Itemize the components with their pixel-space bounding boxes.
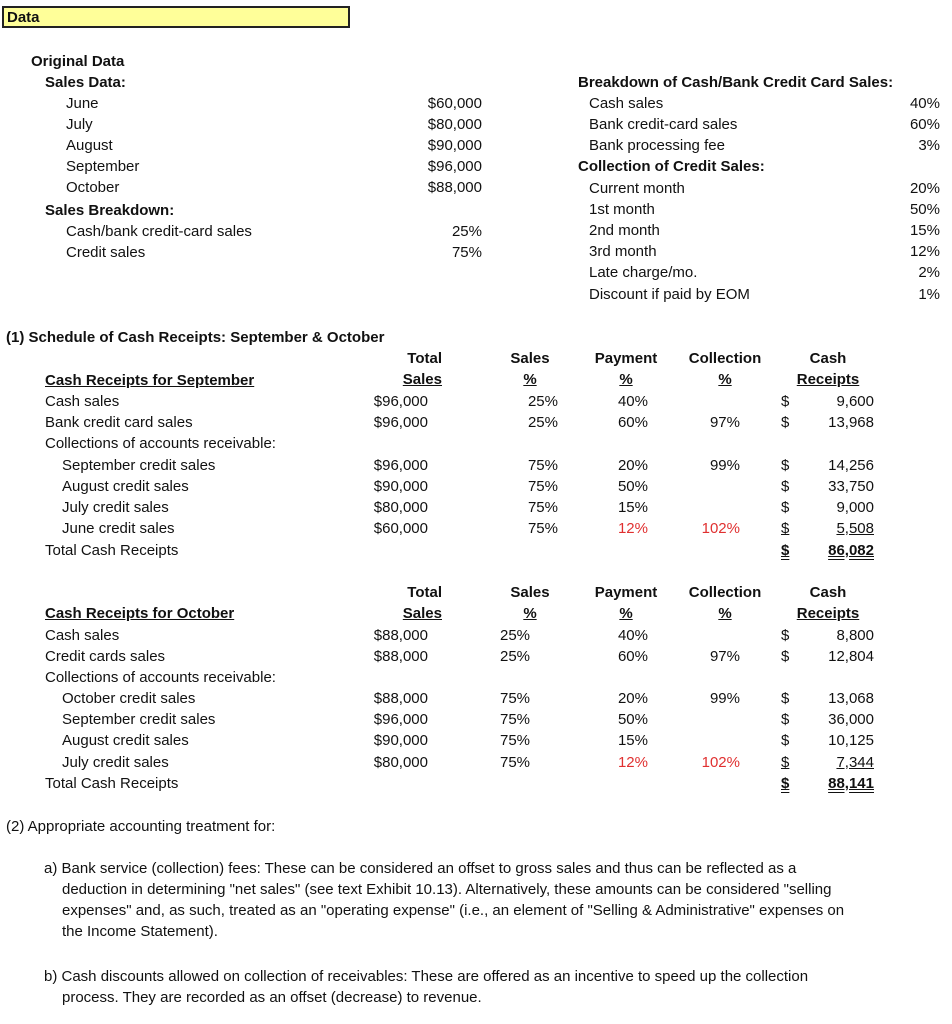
breakdown-item-label: Bank processing fee [589,137,725,154]
collection-item-value: 50% [909,201,940,218]
header-sales: Sales [510,584,550,601]
row-label: Credit cards sales [45,648,166,665]
row-cash-receipt: 33,750 [828,478,874,495]
row-sales-pct: 75% [500,732,531,749]
month-value: $88,000 [427,179,482,196]
breakdown-item-value: 40% [909,95,940,112]
month-label: October [66,179,120,196]
header-payment-pct: % [619,371,633,388]
breakdown-value: 25% [451,223,482,240]
treatment-a: a) Bank service (collection) fees: These can be considered an offset to gross sales and thus can be reflected as a deduction in determining "net sales" (see text Exhibit 10.13). Alternatively, these amounts can be considered "selling expenses" and, as such, treated as an "operating expense" (i.e., an element of "Selling & Administrative" expenses on the Income Statement). [44,860,845,940]
total-cash-receipts-label: Total Cash Receipts [45,775,179,792]
row-sales-pct: 75% [500,711,531,728]
row-cash-receipt: 12,804 [828,648,874,665]
collection-item-label: 2nd month [589,222,660,239]
header-total-sales: Sales [402,371,442,388]
breakdown-label: Credit sales [66,244,146,261]
sales-data-label: Sales Data: [45,74,126,91]
total-dollar-sign: $ [781,542,790,559]
sheet-title: Data [7,9,40,26]
row-cash-receipt: 9,600 [836,393,874,410]
header-collection-pct: % [718,605,732,622]
total-dollar-sign: $ [781,775,790,792]
collection-item-label: Discount if paid by EOM [589,286,750,303]
header-cash: Cash [809,584,847,601]
row-cash-receipt: 14,256 [828,457,874,474]
total-cash-receipts-value: 88,141 [828,775,874,792]
row-dollar-sign: $ [781,711,790,728]
row-total-sales: $80,000 [373,754,428,771]
month-value: $60,000 [427,95,482,112]
row-label: July credit sales [62,499,169,516]
row-total-sales: $96,000 [373,414,428,431]
row-payment-pct: 60% [617,414,648,431]
row-dollar-sign: $ [781,520,790,537]
header-cash: Cash [809,350,847,367]
breakdown-item-label: Bank credit-card sales [589,116,738,133]
row-cash-receipt: 10,125 [828,732,874,749]
row-total-sales: $88,000 [373,627,428,644]
header-collection: Collection [688,350,762,367]
row-collection-pct: 97% [709,414,740,431]
row-dollar-sign: $ [781,478,790,495]
row-payment-pct: 15% [617,499,648,516]
row-collection-pct: 99% [709,690,740,707]
header-sales-pct: % [523,605,537,622]
row-sales-pct: 75% [527,499,558,516]
month-label: July [66,116,93,133]
row-payment-pct: 40% [617,627,648,644]
row-payment-pct: 20% [617,690,648,707]
row-payment-pct: 50% [617,478,648,495]
month-value: $80,000 [427,116,482,133]
header-total-sales: Sales [402,605,442,622]
row-sales-pct: 75% [527,478,558,495]
collection-item-label: 3rd month [589,243,657,260]
row-cash-receipt: 5,508 [836,520,874,537]
row-label: September credit sales [62,711,216,728]
row-sales-pct: 25% [527,414,558,431]
row-cash-receipt: 36,000 [828,711,874,728]
row-collection-pct: 99% [709,457,740,474]
month-value: $90,000 [427,137,482,154]
october-heading: Cash Receipts for October [45,605,235,622]
collection-item-label: Current month [589,180,685,197]
row-sales-pct: 75% [500,754,531,771]
breakdown-item-label: Cash sales [589,95,664,112]
row-cash-receipt: 8,800 [836,627,874,644]
header-payment-pct: % [619,605,633,622]
breakdown-cash-heading: Breakdown of Cash/Bank Credit Card Sales: [578,74,894,91]
row-payment-pct: 15% [617,732,648,749]
collection-item-value: 20% [909,180,940,197]
row-total-sales: $88,000 [373,690,428,707]
treatment-heading: (2) Appropriate accounting treatment for: [6,818,276,835]
collection-item-label: Late charge/mo. [589,264,698,281]
row-total-sales: $90,000 [373,478,428,495]
collection-item-value: 12% [909,243,940,260]
sales-breakdown-label: Sales Breakdown: [45,202,175,219]
row-cash-receipt: 13,068 [828,690,874,707]
row-collection-pct: 102% [701,754,740,771]
row-label: October credit sales [62,690,196,707]
total-cash-receipts-label: Total Cash Receipts [45,542,179,559]
row-dollar-sign: $ [781,754,790,771]
header-cash-receipts: Receipts [796,371,860,388]
row-label: Bank credit card sales [45,414,193,431]
collection-item-label: 1st month [589,201,655,218]
collection-credit-heading: Collection of Credit Sales: [578,158,765,175]
original-data-heading: Original Data [31,53,125,70]
row-payment-pct: 20% [617,457,648,474]
collections-label: Collections of accounts receivable: [45,669,276,686]
row-label: August credit sales [62,732,189,749]
row-payment-pct: 60% [617,648,648,665]
header-collection: Collection [688,584,762,601]
row-total-sales: $96,000 [373,711,428,728]
row-label: August credit sales [62,478,189,495]
breakdown-label: Cash/bank credit-card sales [66,223,252,240]
row-label: June credit sales [62,520,175,537]
row-total-sales: $90,000 [373,732,428,749]
header-sales-pct: % [523,371,537,388]
collection-item-value: 1% [918,286,940,303]
header-cash-receipts: Receipts [796,605,860,622]
schedule-title: (1) Schedule of Cash Receipts: September & October [6,329,385,346]
collection-item-value: 15% [909,222,940,239]
month-value: $96,000 [427,158,482,175]
row-sales-pct: 25% [500,627,531,644]
row-dollar-sign: $ [781,457,790,474]
header-sales: Sales [510,350,550,367]
row-total-sales: $60,000 [373,520,428,537]
sheet-title-box [2,6,350,28]
row-payment-pct: 40% [617,393,648,410]
month-label: June [66,95,99,112]
row-collection-pct: 97% [709,648,740,665]
row-sales-pct: 25% [500,648,531,665]
row-dollar-sign: $ [781,627,790,644]
row-label: September credit sales [62,457,216,474]
row-dollar-sign: $ [781,690,790,707]
breakdown-item-value: 60% [909,116,940,133]
row-dollar-sign: $ [781,393,790,410]
header-payment: Payment [594,350,658,367]
treatment-b: b) Cash discounts allowed on collection of receivables: These are offered as an incentive to speed up the collection process. They are recorded as an offset (decrease) to revenue. [44,968,809,1006]
row-dollar-sign: $ [781,414,790,431]
header-total: Total [407,350,442,367]
breakdown-value: 75% [451,244,482,261]
row-label: July credit sales [62,754,169,771]
total-cash-receipts-value: 86,082 [828,542,874,559]
row-dollar-sign: $ [781,732,790,749]
row-cash-receipt: 7,344 [836,754,874,771]
row-payment-pct: 12% [617,520,648,537]
row-sales-pct: 25% [527,393,558,410]
row-label: Cash sales [45,393,120,410]
september-heading: Cash Receipts for September [45,372,255,389]
row-payment-pct: 12% [617,754,648,771]
row-total-sales: $96,000 [373,457,428,474]
row-sales-pct: 75% [527,457,558,474]
month-label: August [66,137,113,154]
month-label: September [66,158,140,175]
collections-label: Collections of accounts receivable: [45,435,276,452]
row-dollar-sign: $ [781,648,790,665]
row-total-sales: $88,000 [373,648,428,665]
row-collection-pct: 102% [701,520,740,537]
header-collection-pct: % [718,371,732,388]
row-sales-pct: 75% [500,690,531,707]
row-payment-pct: 50% [617,711,648,728]
header-total: Total [407,584,442,601]
collection-item-value: 2% [918,264,940,281]
header-payment: Payment [594,584,658,601]
row-total-sales: $80,000 [373,499,428,516]
row-dollar-sign: $ [781,499,790,516]
row-cash-receipt: 13,968 [828,414,874,431]
breakdown-item-value: 3% [918,137,940,154]
row-total-sales: $96,000 [373,393,428,410]
row-label: Cash sales [45,627,120,644]
row-cash-receipt: 9,000 [836,499,874,516]
row-sales-pct: 75% [527,520,558,537]
